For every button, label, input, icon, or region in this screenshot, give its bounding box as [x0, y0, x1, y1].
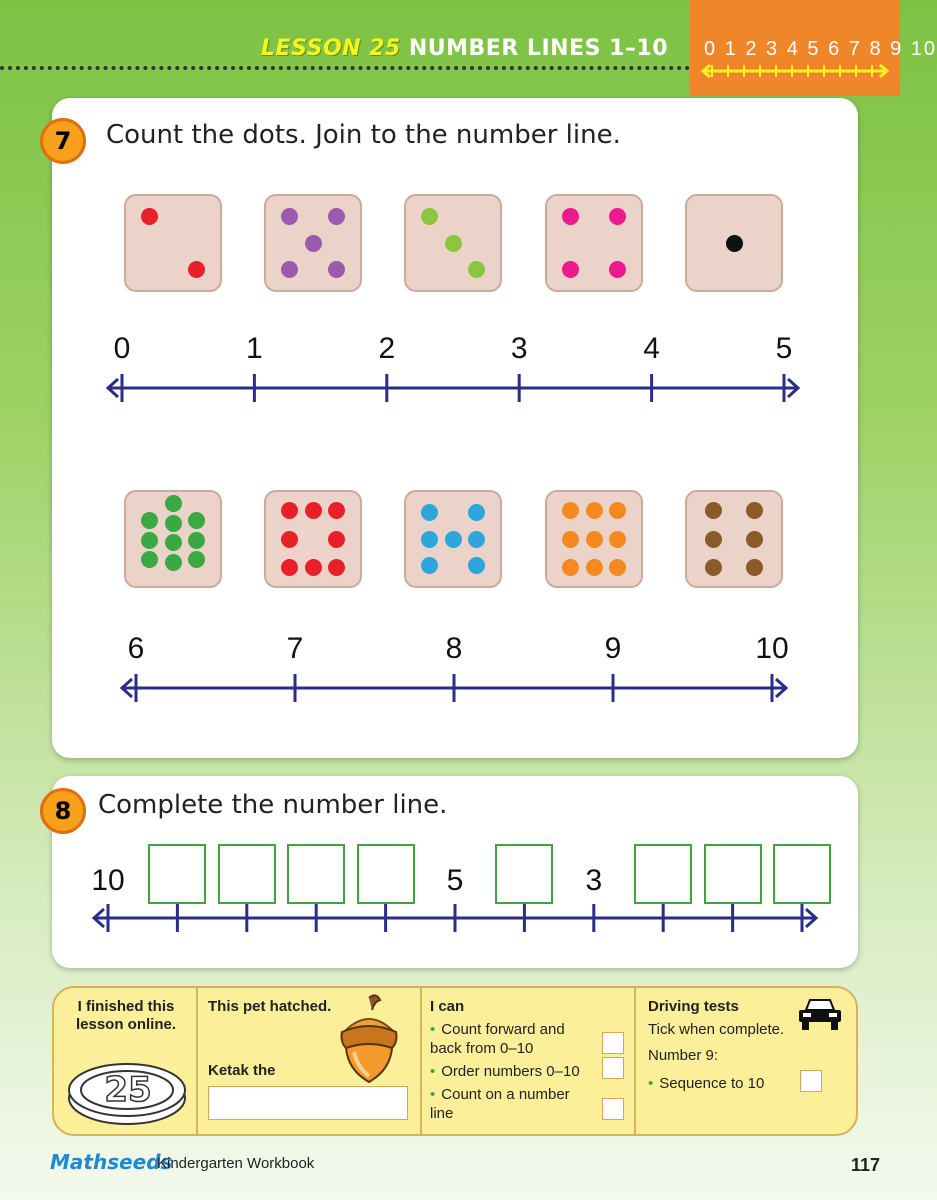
lesson-footer [52, 986, 858, 1136]
dice-dot [609, 502, 626, 519]
pet-name-label: Ketak the [208, 1062, 276, 1079]
tick-label: 8 [445, 632, 463, 665]
dice-dot [165, 534, 182, 551]
tick-label: 1 [246, 332, 263, 365]
page-header [0, 0, 937, 96]
dice-dot [609, 531, 626, 548]
dice-dot [562, 531, 579, 548]
dice-dot [165, 515, 182, 532]
dice-dot [609, 261, 626, 278]
i-can-checkbox-2[interactable] [602, 1057, 624, 1079]
number-line-0-5 [52, 328, 858, 418]
i-can-item-2: • Order numbers 0–10 [430, 1063, 580, 1080]
driving-item-1: • Sequence to 10 [648, 1075, 765, 1092]
tick-label: 5 [446, 864, 464, 897]
dice-dot [468, 504, 485, 521]
question-7-card [52, 98, 858, 758]
dice-dot [746, 531, 763, 548]
dice-1[interactable] [685, 194, 783, 292]
dice-dot [188, 551, 205, 568]
dice-dot [305, 235, 322, 252]
number-line-6-10 [52, 628, 858, 718]
dice-dot [281, 531, 298, 548]
tick-label: 6 [127, 632, 145, 665]
tick-label: 0 [113, 332, 131, 365]
dice-dot [421, 208, 438, 225]
i-can-item-1: • Count forward and back from 0–10 [430, 1021, 565, 1057]
pet-heading: This pet hatched. [208, 998, 332, 1015]
lesson-heading [261, 36, 668, 61]
i-can-checkbox-1[interactable] [602, 1032, 624, 1054]
page-number: 117 [850, 1155, 880, 1175]
dice-dot [586, 559, 603, 576]
finished-online-panel [54, 988, 198, 1134]
dice-dot [281, 208, 298, 225]
question-8-card [52, 776, 858, 968]
tick-label: 3 [510, 332, 528, 365]
number-line-axis [52, 328, 858, 448]
tick-label: 7 [286, 632, 304, 665]
tick-label: 10 [91, 864, 125, 897]
dice-dot [188, 532, 205, 549]
dice-3[interactable] [404, 194, 502, 292]
dice-dot [328, 559, 345, 576]
tick-label: 4 [643, 332, 660, 365]
dice-dot [141, 208, 158, 225]
number-line-complete [52, 842, 858, 962]
workbook-title: Kindergarten Workbook [157, 1155, 315, 1172]
dotted-divider [0, 66, 690, 70]
dice-dot [609, 208, 626, 225]
pet-panel [196, 988, 422, 1134]
dice-dot [305, 559, 322, 576]
question-instruction: Count the dots. Join to the number line. [106, 120, 621, 150]
dice-4[interactable] [545, 194, 643, 292]
dice-dot [705, 559, 722, 576]
dice-5[interactable] [264, 194, 362, 292]
dice-dot [445, 531, 462, 548]
dice-dot [586, 502, 603, 519]
ruler-numbers: 0 1 2 3 4 5 6 7 8 9 10 [704, 38, 937, 60]
dice-dot [609, 559, 626, 576]
dice-dot [726, 235, 743, 252]
dice-dot [746, 502, 763, 519]
dice-8[interactable] [264, 490, 362, 588]
tick-label: 2 [378, 332, 396, 365]
tick-label: 9 [604, 632, 622, 665]
finished-heading: I finished this lesson online. [75, 998, 177, 1033]
dice-dot [562, 502, 579, 519]
dice-dot [562, 208, 579, 225]
dice-dot [705, 502, 722, 519]
dice-dot [468, 557, 485, 574]
dice-dot [141, 512, 158, 529]
i-can-heading: I can [430, 998, 465, 1015]
dice-6[interactable] [685, 490, 783, 588]
question-instruction: Complete the number line. [98, 790, 448, 820]
dice-dot [281, 559, 298, 576]
dice-dot [468, 531, 485, 548]
dice-dot [705, 531, 722, 548]
driving-subheading: Tick when complete. [648, 1021, 785, 1038]
ruler-banner [690, 0, 937, 96]
dice-dot [562, 559, 579, 576]
dice-dot [188, 512, 205, 529]
question-number-badge: 8 [40, 788, 86, 834]
i-can-checkbox-3[interactable] [602, 1098, 624, 1120]
lesson-number: LESSON 25 [261, 36, 401, 61]
driving-heading: Driving tests [648, 998, 739, 1015]
ruler-icon [700, 62, 890, 80]
dice-dot [328, 502, 345, 519]
dice-dot [445, 235, 462, 252]
driving-number-label: Number 9: [648, 1047, 719, 1064]
dice-dot [188, 261, 205, 278]
dice-dot [421, 531, 438, 548]
dice-10[interactable] [124, 490, 222, 588]
tick-label: 5 [775, 332, 793, 365]
dice-dot [281, 502, 298, 519]
number-line-axis [52, 842, 858, 962]
pet-name-field[interactable] [208, 1086, 408, 1120]
dice-dot [421, 557, 438, 574]
number-line-axis [52, 628, 858, 748]
dice-dot [421, 504, 438, 521]
dice-dot [586, 531, 603, 548]
driving-checkbox-1[interactable] [800, 1070, 822, 1092]
dice-dot [468, 261, 485, 278]
dice-dot [746, 559, 763, 576]
car-icon [796, 996, 844, 1034]
dice-dot [328, 261, 345, 278]
dice-dot [562, 261, 579, 278]
dice-dot [328, 531, 345, 548]
driving-tests-panel [634, 988, 856, 1134]
tick-label: 3 [585, 864, 603, 897]
dice-9[interactable] [545, 490, 643, 588]
brand-logo: Mathseeds [50, 1150, 173, 1174]
dice-dot [281, 261, 298, 278]
acorn-icon [332, 990, 406, 1086]
dice-2[interactable] [124, 194, 222, 292]
dice-dot [165, 495, 182, 512]
lesson-title: NUMBER LINES 1–10 [408, 36, 668, 61]
tick-label: 10 [755, 632, 789, 665]
i-can-panel [420, 988, 636, 1134]
i-can-item-3: • Count on a number line [430, 1086, 570, 1122]
dice-dot [141, 551, 158, 568]
dice-dot [165, 554, 182, 571]
dice-dot [141, 532, 158, 549]
dice-7[interactable] [404, 490, 502, 588]
dice-dot [328, 208, 345, 225]
question-number-badge: 7 [40, 118, 86, 164]
dice-dot [305, 502, 322, 519]
coin-number: 25 [104, 1070, 152, 1110]
